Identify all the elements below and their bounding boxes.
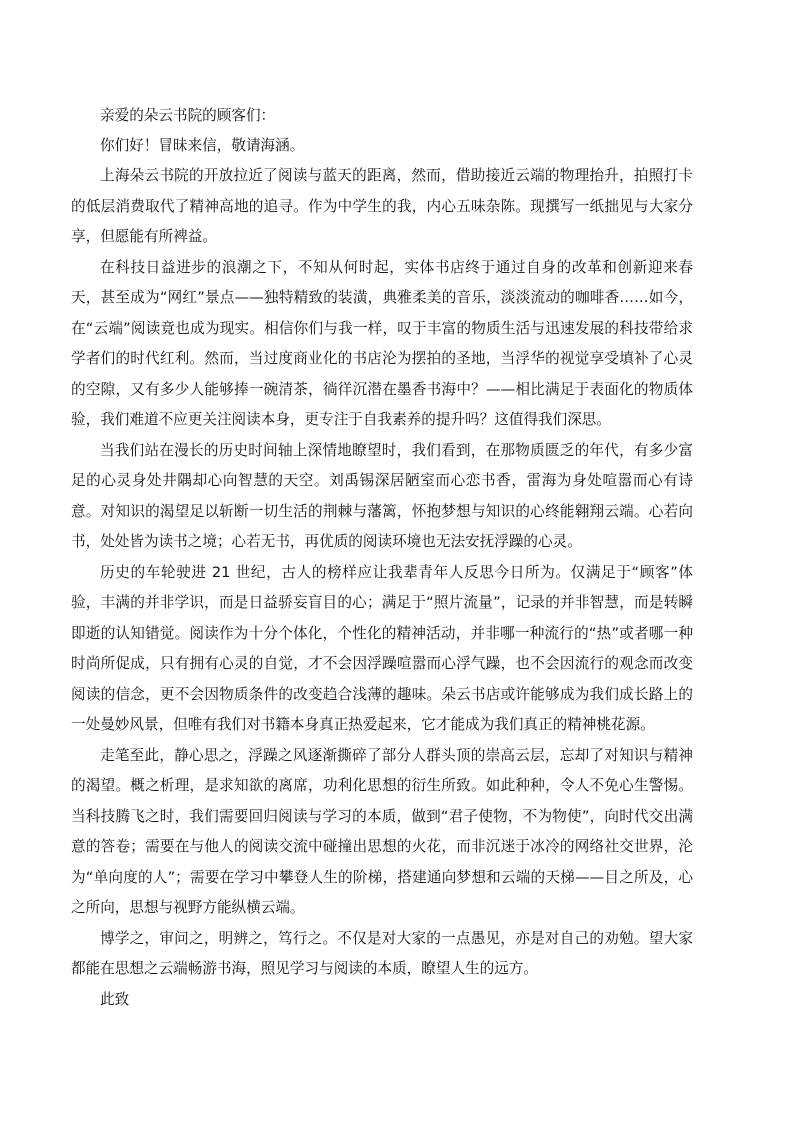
paragraph-technology: 在科技日益进步的浪潮之下，不知从何时起，实体书店终于通过自身的改革和创新迎来春天，甚至成为“网红”景点——独特精致的装潢，典雅柔美的音乐，淡淡流动的咖啡香……如今，在“云端”阅读竟也成为现实。相信你们与我一样，叹于丰富的物质生活与迅速发展的科技带给求学者们的时代红利。然而，当过度商业化的书店沦为摆拍的圣地，当浮华的视觉享受填补了心灵的空隙，又有多少人能够捧一碗清茶，徜徉沉潜在墨香书海中？——相比满足于表面化的物质体验，我们难道不应更关注阅读本身，更专注于自我素养的提升吗？这值得我们深思。 [71,258,693,428]
letter-paragraphs [71,161,693,1015]
letter-body [71,101,722,1015]
paragraph-intro: 上海朵云书院的开放拉近了阅读与蓝天的距离，然而，借助接近云端的物理抬升，拍照打卡的低层消费取代了精神高地的追寻。作为中学生的我，内心五味杂陈。现撰写一纸拙见与大家分享，但愿能有所裨益。 [71,167,693,245]
salutation: 亲爱的朵云书院的顾客们： [100,107,276,124]
closing-line: 此致 [100,990,130,1008]
paragraph-history: 当我们站在漫长的历史时间轴上深情地瞭望时，我们看到，在那物质匮乏的年代，有多少富足的心灵身处井隅却心向智慧的天空。刘禹锡深居陋室而心恋书香，雷海为身处喧嚣而心有诗意。对知识的渴望足以斩断一切生活的荆棘与藩篱，怀抱梦想与知识的心终能翱翔云端。心若向书，处处皆为读书之境；心若无书，再优质的阅读环境也无法安抚浮躁的心灵。 [71,441,693,550]
paragraph-conclusion: 博学之，审问之，明辨之，笃行之。不仅是对大家的一点愚见，亦是对自己的劝勉。望大家都能在思想之云端畅游书海，照见学习与阅读的本质，瞭望人生的远方。 [71,929,693,977]
paragraph-reflection: 走笔至此，静心思之，浮躁之风逐渐撕碎了部分人群头顶的崇高云层，忘却了对知识与精神的渴望。概之析理，是求知欲的离席，功利化思想的衍生所致。如此种种，令人不免心生警惕。当科技腾飞之时，我们需要回归阅读与学习的本质，做到“君子使物，不为物使”，向时代交出满意的答卷；需要在与他人的阅读交流中碰撞出思想的火花，而非沉迷于冰冷的网络社交世界，沦为“单向度的人”；需要在学习中攀登人生的阶梯，搭建通向梦想和云端的天梯——目之所及，心之所向，思想与视野方能纵横云端。 [71,746,693,916]
paragraph-21st-century: 历史的车轮驶进 21 世纪，古人的榜样应让我辈青年人反思今日所为。仅满足于“顾客”体验，丰满的并非学识，而是日益骄妄盲目的心；满足于“照片流量”，记录的并非智慧，而是转瞬即逝的认知错觉。阅读作为十分个体化，个性化的精神活动，并非哪一种流行的“热”或者哪一种时尚所促成，只有拥有心灵的自觉，才不会因浮躁喧嚣而心浮气躁，也不会因流行的观念而改变阅读的信念，更不会因物质条件的改变趋合浅薄的趣味。朵云书店或许能够成为我们成长路上的一处曼妙风景，但唯有我们对书籍本身真正热爱起来，它才能成为我们真正的精神桃花源。 [71,563,693,733]
greeting: 你们好！冒昧来信，敬请海涵。 [100,137,305,154]
